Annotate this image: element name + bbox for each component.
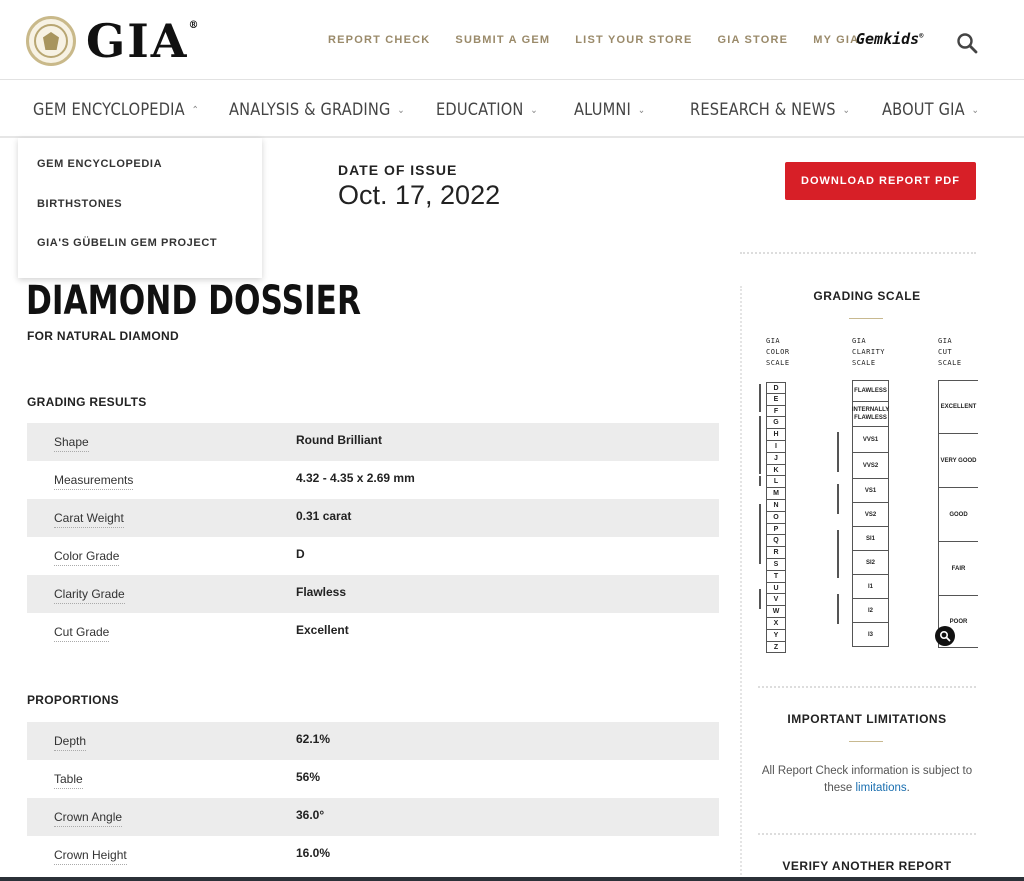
zoom-icon[interactable] <box>935 626 955 646</box>
row-label-crown-height[interactable]: Crown Height <box>54 848 127 865</box>
dropdown-item-gubelin-gem-project[interactable]: GIA'S GÜBELIN GEM PROJECT <box>37 237 218 249</box>
color-grade-box: M <box>766 488 786 500</box>
clarity-grade-box: VS1 <box>852 479 889 503</box>
row-value-measurements: 4.32 - 4.35 x 2.69 mm <box>296 471 415 485</box>
clarity-grade-box: I2 <box>852 599 889 623</box>
clarity-grade-box: INTERNALLY FLAWLESS <box>852 402 889 427</box>
table-row <box>27 537 719 575</box>
util-link-gia-store[interactable]: GIA STORE <box>717 34 789 46</box>
row-value-depth: 62.1% <box>296 732 331 746</box>
row-value-carat-weight: 0.31 carat <box>296 509 352 523</box>
column-divider <box>740 286 742 881</box>
row-label-shape[interactable]: Shape <box>54 435 89 452</box>
color-grade-box: N <box>766 500 786 512</box>
color-grade-box: P <box>766 524 786 536</box>
row-label-carat-weight[interactable]: Carat Weight <box>54 511 124 528</box>
nav-label: GEM ENCYCLOPEDIA <box>33 100 185 120</box>
util-link-list-your-store[interactable]: LIST YOUR STORE <box>575 34 693 46</box>
cut-grade-box: POOR <box>938 596 978 648</box>
gem-encyclopedia-dropdown <box>18 138 262 278</box>
divider <box>758 686 976 688</box>
row-value-clarity-grade: Flawless <box>296 585 347 599</box>
logo-text: GIA <box>86 14 189 68</box>
gemkids-mark: ® <box>919 32 924 40</box>
scale-bracket <box>837 594 839 624</box>
gemkids-label: Gemkids <box>856 30 920 48</box>
table-row <box>27 613 719 651</box>
nav-label: RESEARCH & NEWS <box>690 100 836 120</box>
grading-results-title: GRADING RESULTS <box>27 395 147 409</box>
color-grade-box: S <box>766 559 786 571</box>
row-label-measurements[interactable]: Measurements <box>54 473 133 490</box>
util-link-submit-a-gem[interactable]: SUBMIT A GEM <box>455 34 551 46</box>
gia-seal-icon <box>26 16 76 66</box>
nav-education[interactable] <box>436 100 538 120</box>
clarity-grade-box: I3 <box>852 623 889 647</box>
chevron-down-icon: ⌄ <box>637 104 646 116</box>
scale-bracket <box>759 416 761 474</box>
proportions-title: PROPORTIONS <box>27 693 119 707</box>
gia-logo[interactable] <box>26 14 201 68</box>
scale-bracket <box>759 504 761 564</box>
table-row <box>27 798 719 836</box>
row-label-cut-grade[interactable]: Cut Grade <box>54 625 109 642</box>
color-grade-box: X <box>766 618 786 630</box>
color-grade-box: K <box>766 465 786 477</box>
row-value-color-grade: D <box>296 547 305 561</box>
divider <box>740 252 976 254</box>
gemkids-logo[interactable] <box>856 30 923 48</box>
clarity-grade-box: FLAWLESS <box>852 380 889 402</box>
nav-label: ABOUT GIA <box>882 100 965 120</box>
nav-label: EDUCATION <box>436 100 524 120</box>
nav-alumni[interactable] <box>574 100 645 120</box>
limitations-text: All Report Check information is subject to these limitations. <box>761 765 973 794</box>
verify-another-report-title: VERIFY ANOTHER REPORT <box>782 859 952 873</box>
color-grade-box: Q <box>766 535 786 547</box>
report-title: DIAMOND DOSSIER <box>26 278 362 324</box>
util-link-my-gia[interactable]: MY GIA <box>813 34 860 46</box>
row-label-table[interactable]: Table <box>54 772 83 789</box>
table-row <box>27 423 719 461</box>
color-grade-box: Y <box>766 630 786 642</box>
row-value-cut-grade: Excellent <box>296 623 349 637</box>
clarity-grade-box: VS2 <box>852 503 889 527</box>
date-of-issue-label: DATE OF ISSUE <box>338 162 458 178</box>
main-nav <box>0 80 1024 138</box>
color-grade-box: D <box>766 382 786 394</box>
util-link-report-check[interactable]: REPORT CHECK <box>328 34 431 46</box>
row-value-crown-angle: 36.0° <box>296 808 325 822</box>
table-row <box>27 575 719 613</box>
chevron-down-icon: ⌄ <box>397 104 405 116</box>
color-grade-box: W <box>766 606 786 618</box>
nav-research-news[interactable] <box>690 100 850 120</box>
color-grade-box: T <box>766 571 786 583</box>
color-grade-box: G <box>766 417 786 429</box>
top-bar <box>0 0 1024 80</box>
chevron-down-icon: ⌄ <box>530 104 538 116</box>
table-row <box>27 760 719 798</box>
scale-bracket <box>837 530 839 578</box>
scale-bracket <box>759 476 761 486</box>
divider <box>758 833 976 835</box>
chevron-up-icon: ⌃ <box>191 104 200 116</box>
scale-bracket <box>837 484 839 514</box>
search-icon[interactable] <box>956 32 978 54</box>
clarity-grade-box: SI2 <box>852 551 889 575</box>
row-label-clarity-grade[interactable]: Clarity Grade <box>54 587 125 604</box>
color-grade-box: L <box>766 476 786 488</box>
important-limitations-title: IMPORTANT LIMITATIONS <box>787 712 947 726</box>
color-grade-box: F <box>766 406 786 418</box>
title-rule <box>849 741 883 742</box>
report-subtitle: FOR NATURAL DIAMOND <box>27 329 179 343</box>
color-scale-head: GIA COLOR SCALE <box>766 337 790 367</box>
date-of-issue-value: Oct. 17, 2022 <box>338 180 501 210</box>
limitations-link[interactable]: limitations <box>855 782 907 794</box>
grading-scale-chart[interactable] <box>756 334 976 652</box>
nav-analysis-grading[interactable] <box>229 100 405 120</box>
row-value-table: 56% <box>296 770 321 784</box>
logo-registered-mark: ® <box>188 20 201 31</box>
row-value-shape: Round Brilliant <box>296 433 382 447</box>
download-report-pdf-button[interactable]: DOWNLOAD REPORT PDF <box>785 162 976 200</box>
chevron-down-icon: ⌄ <box>971 104 980 116</box>
color-grade-box: O <box>766 512 786 524</box>
cut-grade-box: EXCELLENT <box>938 380 978 434</box>
row-label-depth[interactable]: Depth <box>54 734 86 751</box>
clarity-grade-box: VVS1 <box>852 427 889 453</box>
table-row <box>27 499 719 537</box>
title-rule <box>849 318 883 319</box>
color-grade-box: V <box>766 594 786 606</box>
cut-scale-head: GIA CUT SCALE <box>938 337 962 367</box>
utility-nav <box>328 34 884 46</box>
chevron-down-icon: ⌄ <box>842 104 851 116</box>
dropdown-item-gem-encyclopedia[interactable]: GEM ENCYCLOPEDIA <box>37 158 163 170</box>
clarity-scale-head: GIA CLARITY SCALE <box>852 337 886 367</box>
color-grade-box: U <box>766 583 786 595</box>
color-grade-box: H <box>766 429 786 441</box>
scale-bracket <box>759 384 761 412</box>
nav-label: ANALYSIS & GRADING <box>229 100 391 120</box>
row-label-color-grade[interactable]: Color Grade <box>54 549 119 566</box>
nav-gem-encyclopedia[interactable] <box>33 100 199 120</box>
color-grade-box: Z <box>766 642 786 654</box>
nav-about-gia[interactable] <box>882 100 979 120</box>
color-grade-box: E <box>766 394 786 406</box>
nav-label: ALUMNI <box>574 100 632 120</box>
table-row <box>27 836 719 874</box>
row-value-crown-height: 16.0% <box>296 846 331 860</box>
clarity-grade-box: I1 <box>852 575 889 599</box>
cut-grade-box: FAIR <box>938 542 978 596</box>
clarity-grade-box: SI1 <box>852 527 889 551</box>
color-grade-box: I <box>766 441 786 453</box>
bottom-strip <box>0 877 1024 881</box>
color-grade-box: R <box>766 547 786 559</box>
dropdown-item-birthstones[interactable]: BIRTHSTONES <box>37 198 123 210</box>
table-row <box>27 461 719 499</box>
cut-grade-box: VERY GOOD <box>938 434 978 488</box>
cut-grade-box: GOOD <box>938 488 978 542</box>
clarity-grade-box: VVS2 <box>852 453 889 479</box>
color-grade-box: J <box>766 453 786 465</box>
scale-bracket <box>759 589 761 609</box>
row-label-crown-angle[interactable]: Crown Angle <box>54 810 122 827</box>
grading-scale-title: GRADING SCALE <box>813 289 921 303</box>
scale-bracket <box>837 432 839 472</box>
table-row <box>27 722 719 760</box>
